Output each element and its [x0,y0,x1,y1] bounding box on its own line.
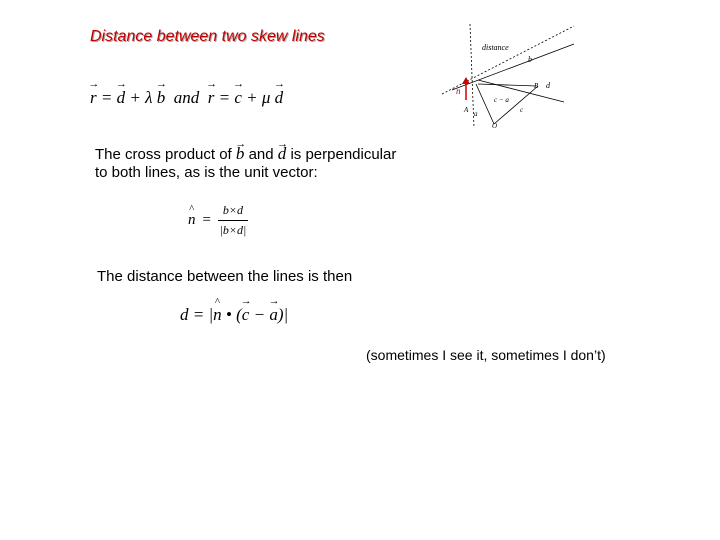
eq-sign: = [100,88,113,107]
diagram-label-n: n [456,86,461,96]
fraction-denominator: |b×d| [219,223,247,237]
diagram-label-b: b [528,55,532,64]
vec-b: → b [157,88,166,108]
plus-sign-2: + [246,88,258,107]
minus-sign: − [253,305,266,324]
slide-title: Distance between two skew lines [90,28,325,45]
vector-c-minus-a [478,84,536,86]
lambda-symbol: λ [145,88,153,107]
side-note: (sometimes I see it, sometimes I don’t) [366,347,606,363]
line-d [478,80,564,102]
skew-lines-equations [90,88,283,108]
fraction-numerator: b×d [222,203,244,217]
vector-c [494,86,538,124]
para-text-1: The cross product of [95,146,232,163]
eq-sign-3: = [201,212,212,228]
vec-c: → c [234,88,242,108]
line-b-dashed [442,26,574,94]
abs-open: | [208,305,214,324]
dist-vec-a: → a [269,305,278,325]
diagram-label-B: B [534,82,539,90]
fraction-bar [218,220,249,221]
diagram-label-c-minus-a: c − a [494,96,509,104]
dist-n-hat: ^ n [213,305,222,325]
skew-lines-diagram [438,20,578,132]
dist-d: d [180,305,189,324]
vector-a [476,84,494,124]
diagram-label-c: c [520,106,524,114]
paren-open: ( [236,305,242,324]
para-text-3: is perpendicular [290,146,397,163]
vec-d: → d [117,88,126,108]
dot-operator: • [225,305,232,324]
mu-symbol: μ [261,88,271,107]
para-text-4: to both lines, as is the unit vector: [95,164,318,181]
vec-d-2: → d [275,88,284,108]
line-b [452,44,574,90]
vec-r-2: → r [208,88,215,108]
distance-formula [180,305,288,325]
diagram-label-A: A [464,106,469,114]
and-word: and [173,88,200,107]
n-hat: ^ n [188,212,196,229]
vec-r: → r [90,88,97,108]
cross-product-paragraph [95,145,425,182]
distance-sentence: The distance between the lines is then [97,268,353,285]
unit-vector-formula [188,203,248,238]
diagram-label-O: O [492,122,498,130]
para-text-2: and [248,146,274,163]
diagram-label-distance: distance [482,43,509,52]
eq-sign-2: = [218,88,231,107]
diagram-label-d: d [546,81,550,90]
plus-sign: + [129,88,141,107]
eq-sign-4: = [192,305,205,324]
normal-arrowhead [462,77,470,84]
diagram-label-a: a [474,110,478,118]
para-vec-d: → d [278,145,287,163]
unit-vector-fraction [218,203,249,238]
close-paren-abs: )| [277,305,289,324]
dist-vec-c: → c [242,305,250,325]
para-vec-b: → b [236,145,245,163]
